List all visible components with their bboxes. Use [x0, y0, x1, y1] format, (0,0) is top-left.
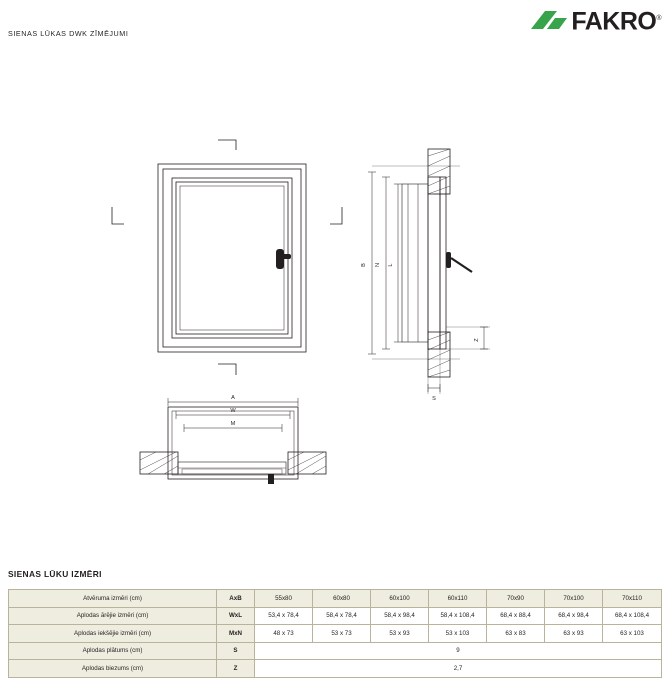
label-M: M	[230, 421, 236, 427]
cell-value: 60x110	[429, 590, 487, 608]
table-row	[9, 607, 662, 625]
front-elevation-view	[112, 140, 342, 375]
table-row	[9, 590, 662, 608]
row-label: Aplodas iekšējie izmēri (cm)	[9, 625, 217, 643]
row-symbol: WxL	[217, 607, 255, 625]
technical-drawing	[0, 44, 669, 564]
table-row	[9, 625, 662, 643]
cell-value: 53,4 x 78,4	[255, 607, 313, 625]
page-title: SIENAS LŪKAS DWK ZĪMĒJUMI	[8, 29, 129, 38]
cell-value: 70x90	[487, 590, 545, 608]
registered-mark-icon: ®	[656, 15, 661, 22]
cell-value: 68,4 x 108,4	[603, 607, 662, 625]
handle-front	[276, 249, 291, 269]
fakro-logo	[527, 6, 661, 34]
row-label: Atvēruma izmēri (cm)	[9, 590, 217, 608]
cell-value: 53 x 73	[313, 625, 371, 643]
fakro-logo-mark	[527, 7, 567, 33]
cell-value: 60x100	[371, 590, 429, 608]
cell-value: 70x100	[545, 590, 603, 608]
label-N: N	[375, 262, 381, 268]
cell-value: 58,4 x 78,4	[313, 607, 371, 625]
cell-value: 58,4 x 98,4	[371, 607, 429, 625]
dimensions-table	[8, 589, 662, 678]
label-Z: Z	[474, 338, 480, 342]
cell-value: 68,4 x 98,4	[545, 607, 603, 625]
cell-value: 55x80	[255, 590, 313, 608]
plan-wall-right	[288, 452, 326, 474]
row-symbol: S	[217, 642, 255, 660]
cell-value: 63 x 83	[487, 625, 545, 643]
cell-value: 53 x 93	[371, 625, 429, 643]
row-label: Aplodas biezums (cm)	[9, 660, 217, 678]
label-S: S	[432, 396, 436, 402]
cell-value: 70x110	[603, 590, 662, 608]
row-label: Aplodas plātums (cm)	[9, 642, 217, 660]
cell-value: 58,4 x 108,4	[429, 607, 487, 625]
handle-side	[446, 252, 472, 272]
cell-value: 63 x 93	[545, 625, 603, 643]
label-L: L	[388, 263, 394, 267]
plan-wall-left	[140, 452, 178, 474]
drawing-canvas	[0, 44, 669, 564]
label-W: W	[230, 408, 236, 414]
dimension-labels	[230, 263, 480, 427]
fakro-wordmark: FAKRO	[571, 7, 657, 36]
row-label: Aplodas ārējie izmēri (cm)	[9, 607, 217, 625]
cell-value-span: 2,7	[255, 660, 662, 678]
cell-value: 68,4 x 88,4	[487, 607, 545, 625]
table-row	[9, 642, 662, 660]
wall-hatch-top	[428, 149, 450, 194]
wall-hatch-bottom	[428, 332, 450, 377]
row-symbol: AxB	[217, 590, 255, 608]
table-row	[9, 660, 662, 678]
label-A: A	[231, 395, 235, 401]
label-B: B	[361, 263, 367, 267]
cell-value: 53 x 103	[429, 625, 487, 643]
cell-value-span: 9	[255, 642, 662, 660]
cell-value: 48 x 73	[255, 625, 313, 643]
side-section-view	[368, 149, 490, 394]
side-dimensions	[368, 166, 490, 394]
row-symbol: MxN	[217, 625, 255, 643]
cell-value: 63 x 103	[603, 625, 662, 643]
table-title: SIENAS LŪKU IZMĒRI	[8, 569, 102, 579]
page-header	[0, 0, 669, 44]
cell-value: 60x80	[313, 590, 371, 608]
row-symbol: Z	[217, 660, 255, 678]
fakro-logo-text	[571, 6, 661, 34]
